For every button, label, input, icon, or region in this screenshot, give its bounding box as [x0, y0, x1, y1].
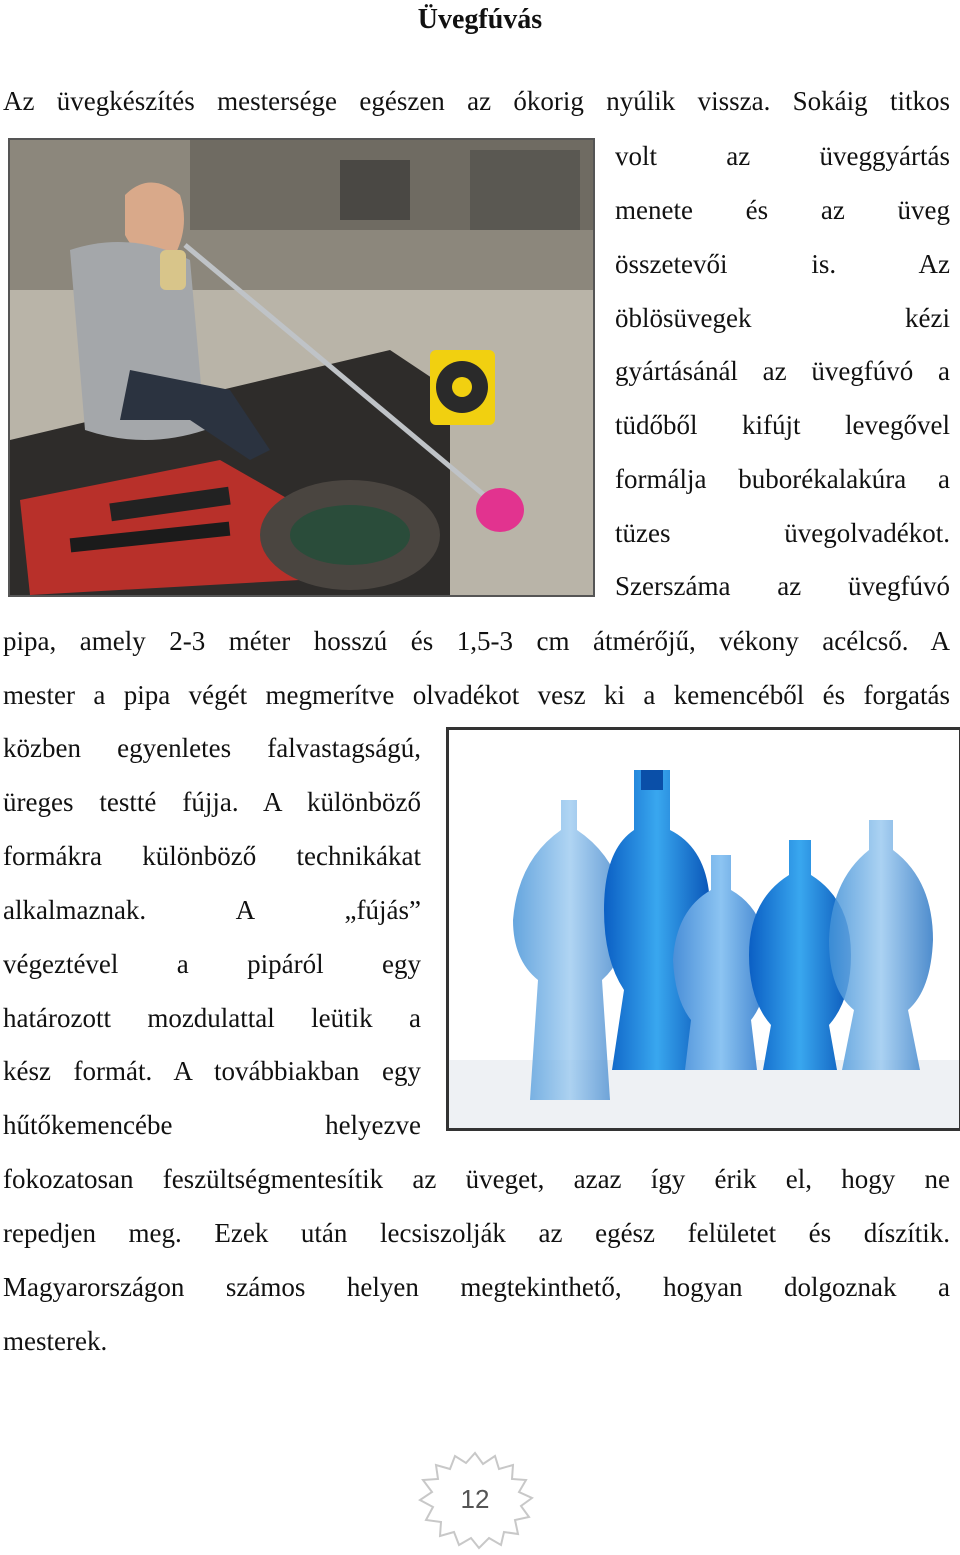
paragraph-line: formálja buborékalakúra a	[615, 464, 950, 494]
paragraph-line: alkalmaznak. A „fújás”	[3, 895, 421, 925]
paragraph-line: kész formát. A továbbiakban egy	[3, 1056, 421, 1086]
paragraph-line: Az üvegkészítés mestersége egészen az ókorig nyúlik vissza. Sokáig titkos	[3, 86, 950, 116]
paragraph-line: határozott mozdulattal leütik a	[3, 1003, 421, 1033]
paragraph-line: tüdőből kifújt levegővel	[615, 410, 950, 440]
paragraph-line: összetevői is. Az	[615, 249, 950, 279]
paragraph-line: hűtőkemencébe helyezve	[3, 1110, 421, 1140]
paragraph-line: repedjen meg. Ezek után lecsiszolják az egész felületet és díszítik.	[3, 1218, 950, 1248]
paragraph-line: pipa, amely 2-3 méter hosszú és 1,5-3 cm átmérőjű, vékony acélcső. A	[3, 626, 950, 656]
page-title: Üvegfúvás	[417, 4, 543, 35]
paragraph-line: volt az üveggyártás	[615, 141, 950, 171]
glass-bottles-photo	[446, 727, 960, 1131]
paragraph-line: végeztével a pipáról egy	[3, 949, 421, 979]
paragraph-line: gyártásánál az üvegfúvó a	[615, 356, 950, 386]
paragraph-line: mesterek.	[3, 1326, 108, 1356]
paragraph-line: formákra különböző technikákat	[3, 841, 421, 871]
paragraph-line: üreges testté fújja. A különböző	[3, 787, 421, 817]
paragraph-line: közben egyenletes falvastagságú,	[3, 733, 421, 763]
glassblower-photo	[8, 138, 595, 597]
page-number: 12	[460, 1484, 490, 1514]
page-number-badge	[405, 1450, 545, 1550]
paragraph-line: Szerszáma az üvegfúvó	[615, 571, 950, 601]
paragraph-line: öblösüvegek kézi	[615, 303, 950, 333]
paragraph-line: mester a pipa végét megmerítve olvadékot vesz ki a kemencéből és forgatás	[3, 680, 950, 710]
paragraph-line: tüzes üvegolvadékot.	[615, 518, 950, 548]
paragraph-line: fokozatosan feszültségmentesítik az üveget, azaz így érik el, hogy ne	[3, 1164, 950, 1194]
paragraph-line: menete és az üveg	[615, 195, 950, 225]
paragraph-line: Magyarországon számos helyen megtekinthető, hogyan dolgoznak a	[3, 1272, 950, 1302]
